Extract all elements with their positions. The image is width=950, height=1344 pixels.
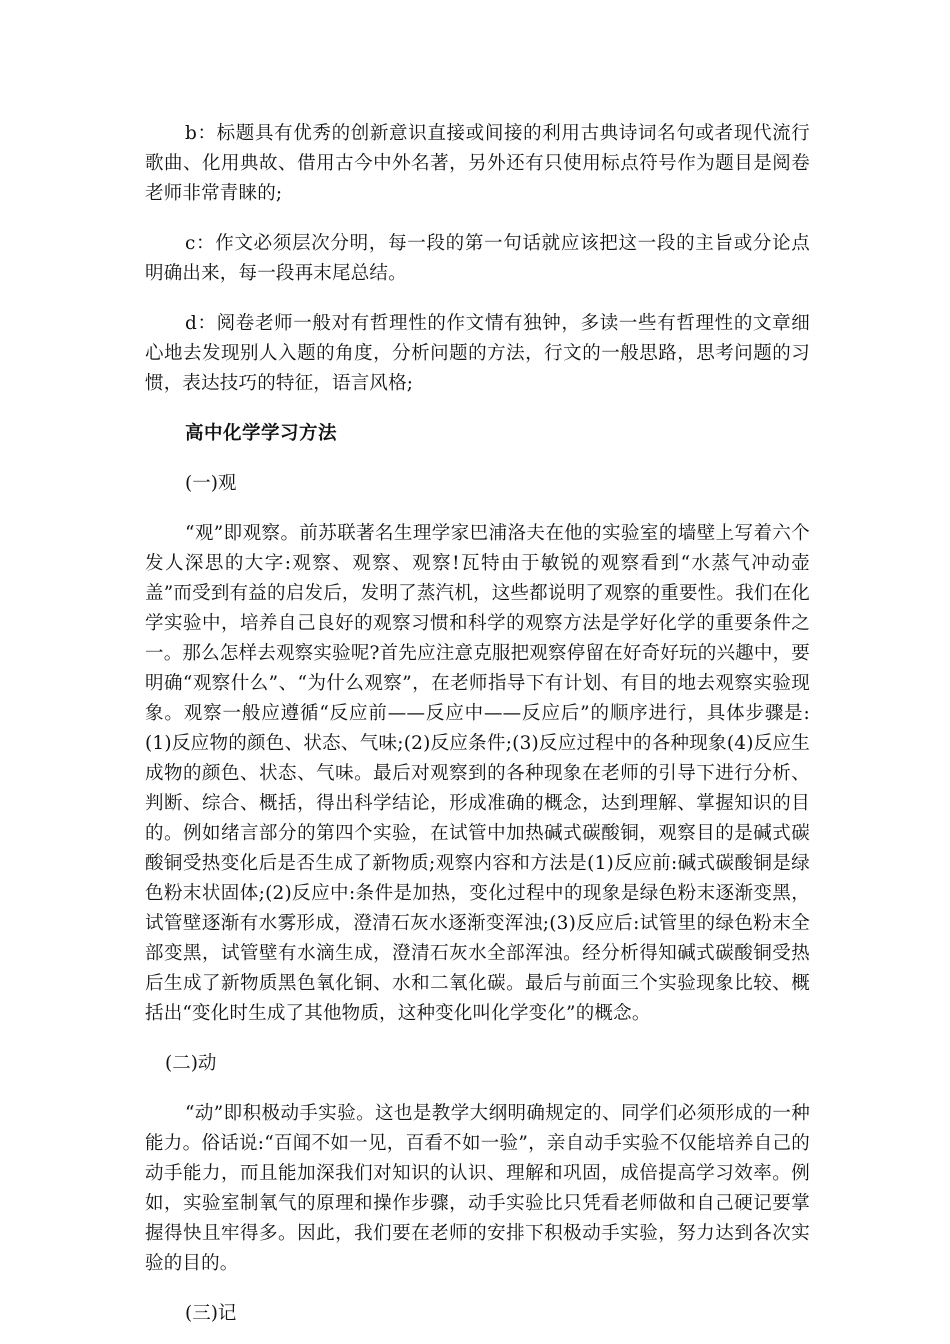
- subsection-title-remember: (三)记: [185, 1303, 237, 1324]
- paragraph-b: b：标题具有优秀的创新意识直接或间接的利用古典诗词名句或者现代流行歌曲、化用典故、借用古今中外名著，另外还有只使用标点符号作为题目是阅卷老师非常青睐的;: [145, 123, 810, 204]
- paragraph-c: c：作文必须层次分明，每一段的第一句话就应该把这一段的主旨或分论点明确出来，每一段再末尾总结。: [145, 233, 810, 284]
- subsection-title-act: (二)动: [165, 1053, 217, 1074]
- section-title: 高中化学学习方法: [185, 423, 338, 444]
- paragraph-observe: “观”即观察。前苏联著名生理学家巴浦洛夫在他的实验室的墙壁上写着六个发人深思的大字:观察、观察、观察!瓦特由于敏锐的观察看到“水蒸气冲动壶盖”而受到有益的启发后，发明了蒸汽机，这些都说明了观察的重要性。我们在化学实验中，培养自己良好的观察习惯和科学的观察方法是学好化学的重要条件之一。那么怎样去观察实验呢?首先应注意克服把观察停留在好奇好玩的兴趣中，要明确“观察什么”、“为什么观察”，在老师指导下有计划、有目的地去观察实验现象。观察一般应遵循“反应前——反应中——反应后”的顺序进行，具体步骤是:(1)反应物的颜色、状态、气味;(2)反应条件;(3)反应过程中的各种现象(4)反应生成物的颜色、状态、气味。最后对观察到的各种现象在老师的引导下进行分析、判断、综合、概括，得出科学结论，形成准确的概念，达到理解、掌握知识的目的。例如绪言部分的第四个实验，在试管中加热碱式碳酸铜，观察目的是碱式碳酸铜受热变化后是否生成了新物质;观察内容和方法是(1)反应前:碱式碳酸铜是绿色粉末状固体;(2)反应中:条件是加热，变化过程中的现象是绿色粉末逐渐变黑，试管壁逐渐有水雾形成，澄清石灰水逐渐变浑浊;(3)反应后:试管里的绿色粉末全部变黑，试管壁有水滴生成，澄清石灰水全部浑浊。经分析得知碱式碳酸铜受热后生成了新物质黑色氧化铜、水和二氧化碳。最后与前面三个实验现象比较、概括出“变化时生成了其他物质，这种变化叫化学变化”的概念。: [145, 523, 810, 1024]
- paragraph-act: “动”即积极动手实验。这也是教学大纲明确规定的、同学们必须形成的一种能力。俗话说:“百闻不如一见，百看不如一验”，亲自动手实验不仅能培养自己的动手能力，而且能加深我们对知识的认识、理解和巩固，成倍提高学习效率。例如，实验室制氧气的原理和操作步骤，动手实验比只凭看老师做和自己硬记要掌握得快且牢得多。因此，我们要在老师的安排下积极动手实验，努力达到各次实验的目的。: [145, 1103, 810, 1274]
- subsection-title-observe: (一)观: [185, 473, 237, 494]
- paragraph-d: d：阅卷老师一般对有哲理性的作文情有独钟，多读一些有哲理性的文章细心地去发现别人入题的角度，分析问题的方法，行文的一般思路，思考问题的习惯，表达技巧的特征，语言风格;: [145, 313, 810, 394]
